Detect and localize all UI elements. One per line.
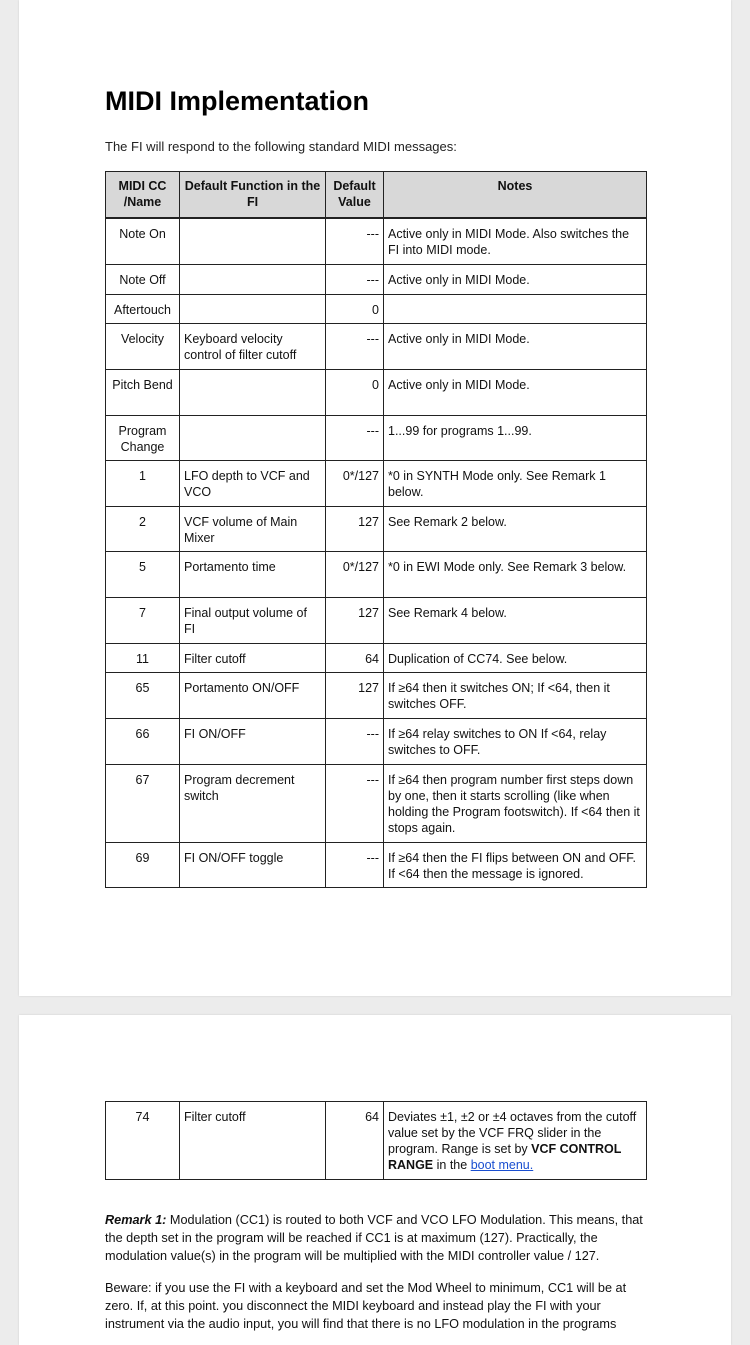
cell-name: 7 [106, 597, 180, 643]
cell-value: 127 [326, 506, 384, 551]
cell-function [180, 294, 326, 323]
table-row [106, 842, 647, 887]
table-row [106, 1102, 647, 1180]
cell-notes: See Remark 2 below. [384, 506, 647, 551]
cell-function: Filter cutoff [180, 1102, 326, 1180]
cell-name: Velocity [106, 323, 180, 369]
cell-function: Keyboard velocity control of filter cutoff [180, 323, 326, 369]
cell-function: Program decrement switch [180, 764, 326, 842]
midi-implementation-table [105, 171, 647, 888]
cell-notes: Active only in MIDI Mode. [384, 323, 647, 369]
cell-name: 2 [106, 506, 180, 551]
cell-function [180, 369, 326, 415]
boot-menu-link[interactable]: boot menu. [470, 1158, 534, 1172]
table-header-row [106, 172, 647, 219]
table-row [106, 323, 647, 369]
cell-value: 64 [326, 643, 384, 672]
table-row [106, 551, 647, 597]
cell-function: Portamento ON/OFF [180, 672, 326, 718]
table-row [106, 415, 647, 460]
cell-notes: If ≥64 relay switches to ON If <64, relay switches to OFF. [384, 718, 647, 764]
beware-paragraph: Beware: if you use the FI with a keyboard and set the Mod Wheel to minimum, CC1 will be at zero. If, at this point. you disconnect the MIDI keyboard and instead play the FI with your instrument via the audio input, you will find that there is no LFO modulation in the programs [105, 1281, 627, 1331]
cell-name: 5 [106, 551, 180, 597]
header-midi-cc: MIDI CC /Name [106, 172, 180, 219]
header-default-function: Default Function in the FI [180, 172, 326, 219]
cell-notes: Active only in MIDI Mode. Also switches the FI into MIDI mode. [384, 218, 647, 264]
cell-function: VCF volume of Main Mixer [180, 506, 326, 551]
cell-function [180, 218, 326, 264]
cell-function: FI ON/OFF toggle [180, 842, 326, 887]
cell-value: 0*/127 [326, 460, 384, 506]
table-row [106, 672, 647, 718]
cell-name: 74 [106, 1102, 180, 1180]
notes-text-continued: in the [433, 1158, 471, 1172]
cell-function: FI ON/OFF [180, 718, 326, 764]
header-notes: Notes [384, 172, 647, 219]
cell-notes [384, 1102, 647, 1180]
cell-name: 11 [106, 643, 180, 672]
cell-name: 1 [106, 460, 180, 506]
cell-name: Program Change [106, 415, 180, 460]
cell-notes: Active only in MIDI Mode. [384, 369, 647, 415]
cell-function [180, 264, 326, 294]
cell-name: Pitch Bend [106, 369, 180, 415]
cell-notes: 1...99 for programs 1...99. [384, 415, 647, 460]
table-row [106, 264, 647, 294]
table-row [106, 369, 647, 415]
table-row [106, 506, 647, 551]
header-default-value: Default Value [326, 172, 384, 219]
table-row [106, 597, 647, 643]
cell-value: --- [326, 764, 384, 842]
cell-value: --- [326, 218, 384, 264]
table-row [106, 294, 647, 323]
remark-1-label: Remark 1: [105, 1213, 167, 1227]
cell-notes [384, 294, 647, 323]
remark-1-text: Modulation (CC1) is routed to both VCF and VCO LFO Modulation. This means, that the depth set in the program will be reached if CC1 is at maximum (127). Practically, the modulation value(s) in the program will be multiplied with the MIDI controller value / 127. [105, 1213, 643, 1263]
cell-value: --- [326, 842, 384, 887]
document-page-1 [19, 0, 731, 996]
cell-notes: Active only in MIDI Mode. [384, 264, 647, 294]
notes-text: Deviates ±1, ±2 or ±4 octaves from the cutoff value set by the VCF FRQ slider in the program. Range is set by [388, 1110, 637, 1156]
document-page-2 [19, 1015, 731, 1345]
cell-function: LFO depth to VCF and VCO [180, 460, 326, 506]
cell-function: Final output volume of FI [180, 597, 326, 643]
cell-function: Filter cutoff [180, 643, 326, 672]
cell-name: Note On [106, 218, 180, 264]
cell-name: Aftertouch [106, 294, 180, 323]
cell-name: 67 [106, 764, 180, 842]
cell-notes: *0 in SYNTH Mode only. See Remark 1 below. [384, 460, 647, 506]
cell-value: 64 [326, 1102, 384, 1180]
notes-bold-setting: VCF CONTROL RANGE [388, 1142, 622, 1172]
page-title: MIDI Implementation [105, 86, 370, 116]
cell-function [180, 415, 326, 460]
cell-notes: See Remark 4 below. [384, 597, 647, 643]
cell-name: 66 [106, 718, 180, 764]
cell-function: Portamento time [180, 551, 326, 597]
cell-notes: Duplication of CC74. See below. [384, 643, 647, 672]
cell-notes: If ≥64 then program number first steps down by one, then it starts scrolling (like when holding the Program footswitch). If <64 then it stops again. [384, 764, 647, 842]
cell-value: 127 [326, 672, 384, 718]
table-row [106, 764, 647, 842]
cell-value: --- [326, 264, 384, 294]
cell-value: --- [326, 323, 384, 369]
cell-name: 65 [106, 672, 180, 718]
cell-value: 0 [326, 369, 384, 415]
cell-notes: If ≥64 then the FI flips between ON and OFF. If <64 then the message is ignored. [384, 842, 647, 887]
cell-name: Note Off [106, 264, 180, 294]
cell-value: 127 [326, 597, 384, 643]
cell-name: 69 [106, 842, 180, 887]
cell-notes: If ≥64 then it switches ON; If <64, then it switches OFF. [384, 672, 647, 718]
cell-value: --- [326, 718, 384, 764]
cell-value: 0 [326, 294, 384, 323]
intro-text: The FI will respond to the following standard MIDI messages: [105, 139, 457, 154]
remark-1 [105, 1211, 650, 1265]
table-row [106, 718, 647, 764]
cell-notes: *0 in EWI Mode only. See Remark 3 below. [384, 551, 647, 597]
table-row [106, 460, 647, 506]
table-row [106, 643, 647, 672]
cell-value: 0*/127 [326, 551, 384, 597]
midi-implementation-table-continued [105, 1101, 647, 1180]
cell-value: --- [326, 415, 384, 460]
table-row [106, 218, 647, 264]
